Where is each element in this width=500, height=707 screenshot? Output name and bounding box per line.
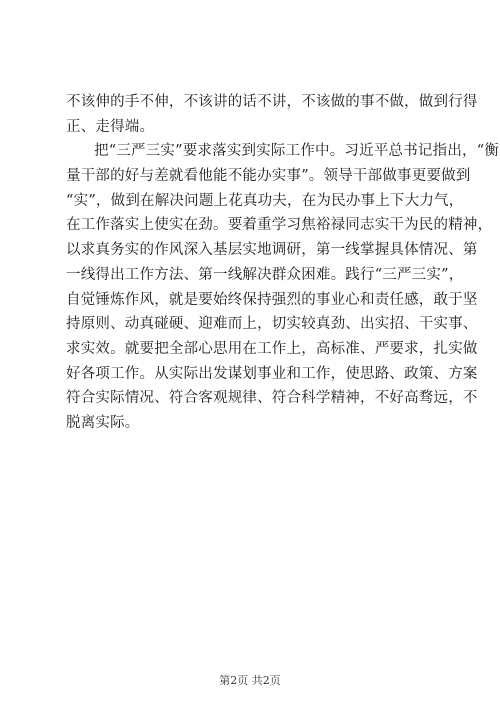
- text-line: 以求真务实的作风深入基层实地调研，第一线掌握具体情况、第: [66, 242, 478, 259]
- text-line: 不该伸的手不伸，不该讲的话不讲，不该做的事不做，做到行得: [66, 94, 478, 110]
- text-line: 好各项工作。从实际出发谋划事业和工作，使思路、政策、方案: [66, 365, 478, 382]
- text-line: 正、走得端。: [66, 118, 155, 135]
- body-text: [66, 90, 500, 436]
- page-number-footer: 第2页 共2页: [219, 674, 281, 687]
- text-line: 脱离实际。: [66, 414, 140, 431]
- text-line: 求实效。就要把全部心思用在工作上，高标准、严要求，扎实做: [66, 340, 478, 357]
- text-line: 在工作落实上使实在劲。要着重学习焦裕禄同志实干为民的精神，: [66, 217, 493, 234]
- text-line: 持原则、动真碰硬、迎难而上，切实较真劲、出实招、干实事、: [66, 316, 478, 333]
- text-line: 自觉锤炼作风，就是要始终保持强烈的事业心和责任感，敢于坚: [66, 291, 478, 308]
- text-line: 量干部的好与差就看他能不能办实事”。领导干部做事更要做到: [66, 168, 471, 185]
- text-line: 一线得出工作方法、第一线解决群众困难。践行“三严三实”，: [66, 266, 464, 283]
- paragraph-first-line: 把“三严三实”要求落实到实际工作中。习近平总书记指出，“衡: [94, 143, 500, 160]
- text-line: “实”，做到在解决问题上花真功夫，在为民办事上下大力气，: [66, 192, 464, 209]
- text-line: 符合实际情况、符合客观规律、符合科学精神，不好高骛远，不: [66, 390, 478, 407]
